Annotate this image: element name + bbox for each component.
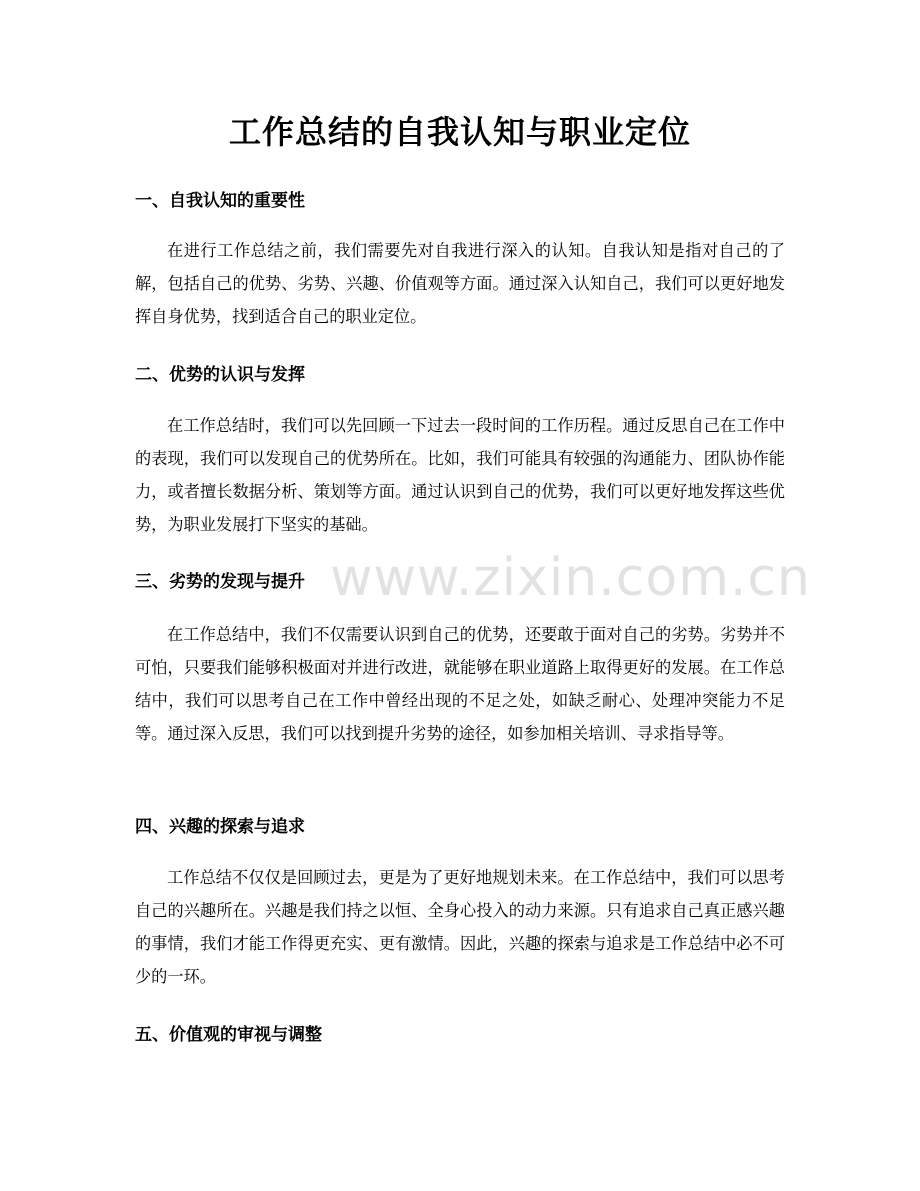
section-paragraph-1: 在进行工作总结之前，我们需要先对自我进行深入的认知。自我认知是指对自己的了解，包括自己的优势、劣势、兴趣、价值观等方面。通过深入认知自己，我们可以更好地发挥自身优势，找到适合自己的职业定位。 <box>135 241 785 326</box>
section-heading-1: 一、自我认知的重要性 <box>135 191 305 211</box>
section-heading-4: 四、兴趣的探索与追求 <box>135 817 305 837</box>
section-paragraph-2: 在工作总结时，我们可以先回顾一下过去一段时间的工作历程。通过反思自己在工作中的表现，我们可以发现自己的优势所在。比如，我们可能具有较强的沟通能力、团队协作能力，或者擅长数据分析、策划等方面。通过认识到自己的优势，我们可以更好地发挥这些优势，为职业发展打下坚实的基础。 <box>135 416 785 534</box>
section-heading-5: 五、价值观的审视与调整 <box>135 1025 322 1045</box>
watermark-text: www.zixin.com.cn <box>330 548 811 608</box>
section-heading-2: 二、优势的认识与发挥 <box>135 365 305 385</box>
section-paragraph-4: 工作总结不仅仅是回顾过去，更是为了更好地规划未来。在工作总结中，我们可以思考自己的兴趣所在。兴趣是我们持之以恒、全身心投入的动力来源。只有追求自己真正感兴趣的事情，我们才能工作得更充实、更有激情。因此，兴趣的探索与追求是工作总结中必不可少的一环。 <box>135 868 785 986</box>
section-heading-3: 三、劣势的发现与提升 <box>135 572 305 592</box>
document-title: 工作总结的自我认知与职业定位 <box>228 113 691 151</box>
section-paragraph-3: 在工作总结中，我们不仅需要认识到自己的优势，还要敢于面对自己的劣势。劣势并不可怕，只要我们能够积极面对并进行改进，就能够在职业道路上取得更好的发展。在工作总结中，我们可以思考自己在工作中曾经出现的不足之处，如缺乏耐心、处理冲突能力不足等。通过深入反思，我们可以找到提升劣势的途径，如参加相关培训、寻求指导等。 <box>135 625 785 743</box>
